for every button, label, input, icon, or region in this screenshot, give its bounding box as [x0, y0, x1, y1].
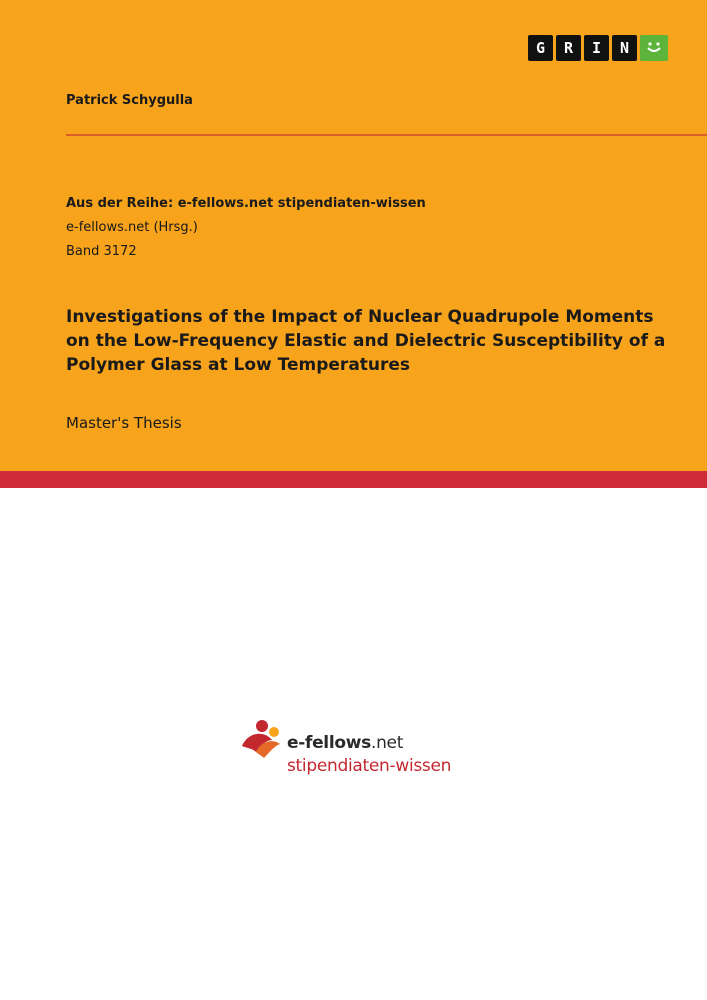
- divider: [66, 134, 707, 136]
- e-fellows-wordmark: [287, 733, 403, 753]
- series-editor: e-fellows.net (Hrsg.): [66, 220, 198, 235]
- grin-letter-r: R: [556, 35, 581, 61]
- document-type: Master's Thesis: [66, 414, 182, 432]
- series-volume: Band 3172: [66, 244, 137, 259]
- wordmark-prefix: e-fellows: [287, 733, 371, 753]
- series-info: [66, 192, 426, 264]
- e-fellows-tagline: stipendiaten-wissen: [287, 756, 452, 776]
- series-title: Aus der Reihe: e-fellows.net stipendiaten-wissen: [66, 196, 426, 211]
- document-title: Investigations of the Impact of Nuclear Quadrupole Moments on the Low-Frequency Elastic and Dielectric Susceptibility of a Polymer Glass at Low Temperatures: [66, 307, 666, 375]
- accent-stripe: [0, 471, 707, 488]
- grin-letter-n: N: [612, 35, 637, 61]
- smile-icon: [640, 35, 668, 61]
- grin-letter-g: G: [528, 35, 553, 61]
- grin-logo: [528, 35, 668, 61]
- wordmark-suffix: .net: [370, 733, 404, 753]
- author-name: Patrick Schygulla: [66, 93, 193, 108]
- grin-letter-i: I: [584, 35, 609, 61]
